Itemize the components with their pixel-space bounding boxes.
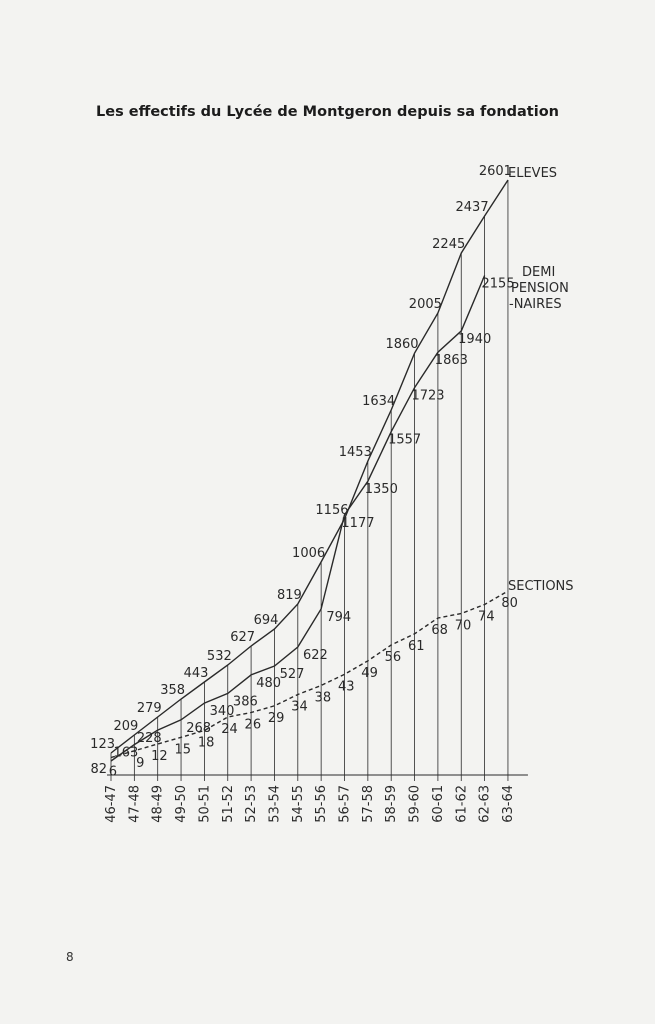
demi-pension-series-data-label: 1723 [411,388,445,404]
eleves-series-data-label: 1860 [385,337,419,352]
sections-series-data-label: 34 [291,699,308,715]
x-tick-label: 52-53 [244,785,260,823]
demi-pension-series-data-label: 794 [326,610,352,625]
sections-series-data-label: 24 [221,722,238,737]
sections-series-data-label: 38 [314,690,332,706]
eleves-series-data-label: 279 [136,701,162,716]
eleves-series-data-label: 2245 [432,237,466,252]
x-tick-label: 61-62 [454,785,470,823]
demi-pension-series-data-label: 228 [136,731,162,747]
demi-pension-series-data-label: 527 [279,666,305,682]
x-tick-label: 56-57 [337,785,353,823]
demi-pension-series-data-label: 622 [302,648,328,663]
eleves-series-data-label: 819 [276,588,302,603]
eleves-series-data-label: 694 [253,613,279,628]
eleves-series-data-label: 1634 [362,394,396,409]
x-tick-label: 58-59 [384,785,400,823]
sections-series-data-label: 61 [408,638,425,654]
eleves-series-data-label: 123 [90,737,115,752]
eleves-series-data-label: 1156 [315,503,349,518]
legend-demi-pension-line3: -NAIRES [509,297,562,312]
sections-series-data-label: 12 [151,749,168,764]
sections-series-data-label: 15 [174,742,192,758]
sections-series-data-label: 56 [384,650,402,665]
demi-pension-series-data-label: 340 [209,704,235,720]
x-tick-label: 62-63 [477,785,493,823]
x-tick-label: 46-47 [104,785,119,823]
chart-title: Les effectifs du Lycée de Montgeron depuis sa fondation [96,104,559,120]
demi-pension-series-data-label: 82 [90,762,107,777]
sections-series-data-label: 18 [197,735,215,751]
legend-demi-pension-line1: DEMI [522,265,556,280]
demi-pension-series-data-label: 1557 [388,432,422,448]
x-tick-label: 60-61 [430,785,446,823]
demi-pension-series-data-label: 1350 [364,482,398,498]
eleves-series-data-label: 2437 [455,200,489,215]
demi-pension-series-data-label: 1940 [458,331,492,347]
demi-pension-series-data-label: 1863 [434,353,468,369]
sections-series-data-label: 70 [454,618,472,634]
demi-pension-series-data-label: 386 [232,694,258,710]
x-tick-label: 53-54 [267,785,283,823]
eleves-series-data-label: 209 [113,719,139,734]
demi-pension-series-data-label: 2155 [481,276,515,292]
sections-series-data-label: 49 [361,665,378,681]
demi-pension-series-data-label: 268 [186,720,212,736]
x-tick-label: 51-52 [220,785,236,823]
x-tick-label: 49-50 [174,785,190,823]
eleves-series-data-label: 627 [230,630,256,645]
sections-series-data-label: 74 [478,609,495,625]
sections-series-data-label: 80 [501,596,518,611]
demi-pension-series-data-label: 480 [256,675,282,691]
sections-series-data-label: 6 [108,764,117,780]
eleves-series-data-label: 358 [160,683,186,698]
demi-pension-series-data-label: 1177 [341,515,375,531]
sections-series-data-label: 26 [244,717,262,733]
legend-demi-pension-line2: PENSION [511,281,569,296]
sections-series-data-label: 9 [136,755,145,771]
eleves-series-data-label: 532 [206,649,232,664]
x-tick-label: 55-56 [314,785,330,823]
eleves-series-data-label: 443 [183,666,209,681]
sections-series-line [111,591,508,758]
eleves-series-data-label: 1006 [292,546,326,561]
eleves-series-data-label: 1453 [338,445,372,460]
sections-series-data-label: 68 [431,623,448,638]
x-tick-label: 57-58 [360,785,376,823]
demi-pension-series-data-label: 163 [113,745,139,761]
x-tick-label: 59-60 [407,785,423,823]
eleves-series-data-label: 2601 [478,164,512,179]
legend-sections: SECTIONS [508,579,574,594]
sections-series-data-label: 43 [337,679,355,695]
page-number: 8 [66,950,74,964]
eleves-series-data-label: 2005 [408,297,442,312]
x-tick-label: 48-49 [150,785,166,823]
eleves-series-line [111,180,508,753]
x-tick-label: 54-55 [290,785,306,823]
sections-series-data-label: 29 [267,710,285,726]
x-tick-label: 47-48 [127,785,143,823]
x-tick-label: 50-51 [197,785,213,823]
legend-eleves: ELEVES [508,166,558,181]
x-tick-label: 63-64 [500,785,516,823]
